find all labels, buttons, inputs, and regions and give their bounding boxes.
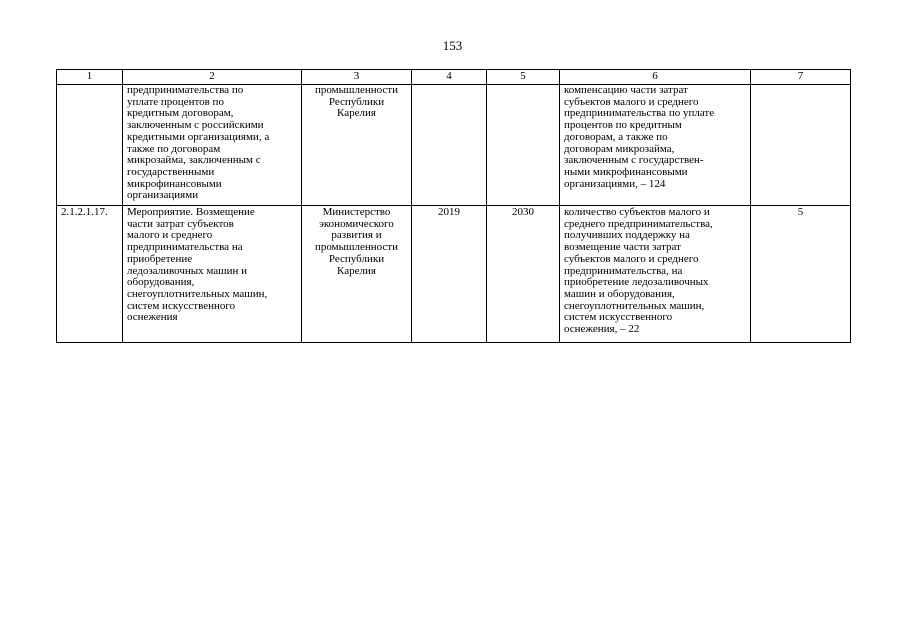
row-number-cell: 2.1.2.1.17.	[57, 206, 123, 343]
column-header-6: 6	[560, 70, 751, 85]
table-row	[57, 206, 851, 343]
column-header-2: 2	[123, 70, 302, 85]
column-header-7: 7	[751, 70, 851, 85]
value-cell	[751, 85, 851, 206]
end-year-cell	[487, 85, 560, 206]
indicator-cell: компенсацию части затрат субъектов малого и среднего предпринимательства по уплате процентов по кредитным договорам, а также по договорам микрозайма, заключенным с государствен- ными микрофинансовыми организациями, – 124	[560, 85, 751, 206]
executor-cell: промышленности Республики Карелия	[302, 85, 412, 206]
column-header-5: 5	[487, 70, 560, 85]
column-header-3: 3	[302, 70, 412, 85]
start-year-cell: 2019	[412, 206, 487, 343]
measure-cell: предпринимательства по уплате процентов по кредитным договорам, заключенным с российскими кредитными организациями, а также по договорам микрозайма, заключенным с государственными микрофинансовыми организациями	[123, 85, 302, 206]
table-row	[57, 85, 851, 206]
page-number: 153	[442, 38, 463, 53]
measure-cell: Мероприятие. Возмещение части затрат субъектов малого и среднего предпринимательства на приобретение ледозаливочных машин и оборудования, снегоуплотнительных машин, систем искусственного оснежения	[123, 206, 302, 343]
executor-cell: Министерство экономического развития и промышленности Республики Карелия	[302, 206, 412, 343]
end-year-cell: 2030	[487, 206, 560, 343]
indicator-cell: количество субъектов малого и среднего предпринимательства, получивших поддержку на возмещение части затрат субъектов малого и среднего предпринимательства, на приобретение ледозаливочных машин и оборудования, снегоуплотнительных машин, систем искусственного оснежения, – 22	[560, 206, 751, 343]
program-table	[56, 69, 851, 343]
table-header-row	[57, 70, 851, 85]
value-cell: 5	[751, 206, 851, 343]
row-number-cell	[57, 85, 123, 206]
column-header-4: 4	[412, 70, 487, 85]
column-header-1: 1	[57, 70, 123, 85]
start-year-cell	[412, 85, 487, 206]
